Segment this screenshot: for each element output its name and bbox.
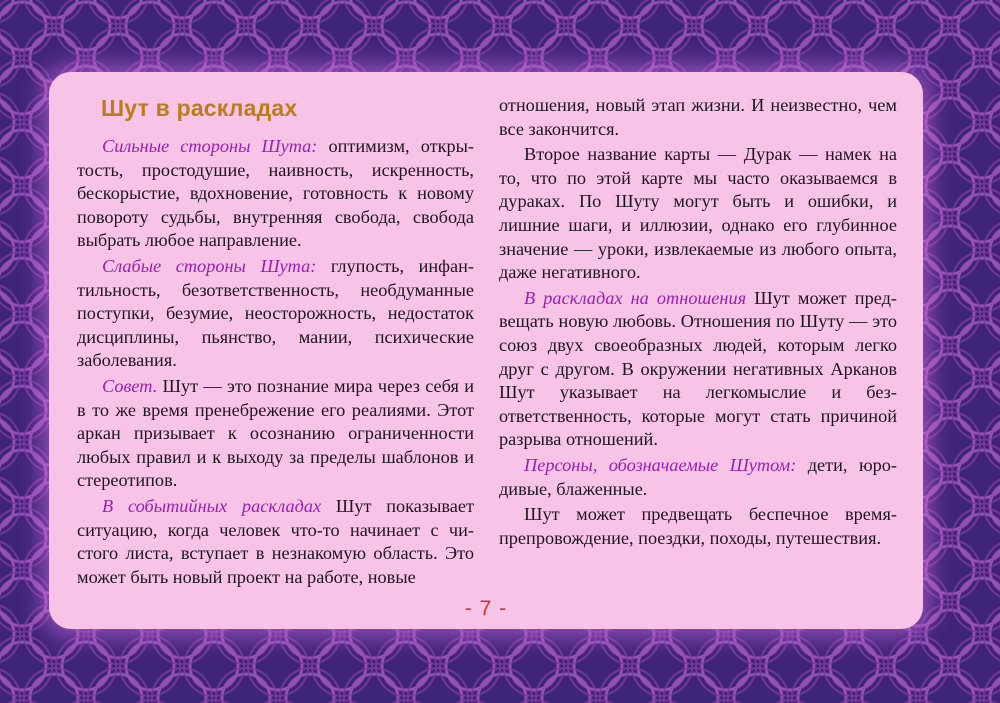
paragraph-text: Шут может предвещать беспечное времяпрепровождение, поездки, походы, путешествия. [499,504,897,548]
paragraph-label: В событийных раскладах [102,495,322,516]
paragraph-strengths [77,135,474,253]
paragraph-label: Слабые стороны Шута: [102,255,317,276]
paragraph-text: Шут показывает ситуацию, когда человек что-то начинает с чистого листа, вступает в незнакомую область. Это может быть новый проект на работе, новые [77,495,475,587]
paragraph-text: Шут — это познание мира через себя и в то же время пренебрежение его реалиями. Этот аркан призывает к осознанию ограниченности любых правил и к выходу за пределы шаблонов и стереотипов. [77,375,474,491]
paragraph-label: В раскладах на отношения [524,287,747,308]
paragraph-label: Сильные стороны Шута: [102,136,318,156]
paragraph-text: Второе название карты — Дурак — намек на то, что по этой карте мы часто оказываемся в дураках. По Шуту могут быть и ошибки, и лишние шаги, и иллюзии, однако его глубинное значение — уроки, извлекаемые из любого опыта, даже негативного. [499,144,897,283]
paragraph-weaknesses [77,255,474,373]
paragraph-events [77,495,474,589]
page-title: Шут в раскладах [101,95,298,121]
paragraph-persons [499,454,897,501]
paragraph-second-name [499,143,897,285]
content-card [49,72,923,629]
paragraph-label: Совет. [102,375,158,396]
paragraph-text: Шут может предвещать новую любовь. Отношения по Шуту — это союз двух своеобразных людей, которым легко друг с другом. В окружении негативных Арканов Шут указывает на легкомыслие и безответственность, которые могут стать причиной разрыва отношений. [499,287,897,450]
right-column [499,94,897,550]
page-number: - 7 - [464,597,508,620]
paragraph-relationships [499,287,897,452]
paragraph-travel [499,503,897,550]
paragraph-text: глупость, инфантильность, безответственность, необдуманные поступки, безумие, неосторожность, недостаток дисциплины, пьянство, мании, психические заболевания. [77,255,474,371]
paragraph-text: отношения, новый этап жизни. И неизвестно, чем все закончится. [499,95,897,139]
paragraph-text: дети, юродивые, блаженные. [499,454,897,499]
paragraph-text: оптимизм, открытость, простодушие, наивность, искренность, бескорыстие, вдохновение, готовность к новому повороту судьбы, внутренняя свобода, свобода выбрать любое направление. [77,136,474,251]
left-column [77,94,474,589]
paragraph-advice [77,375,474,493]
paragraph-continuation [499,94,897,141]
paragraph-label: Персоны, обозначаемые Шутом: [524,454,797,475]
